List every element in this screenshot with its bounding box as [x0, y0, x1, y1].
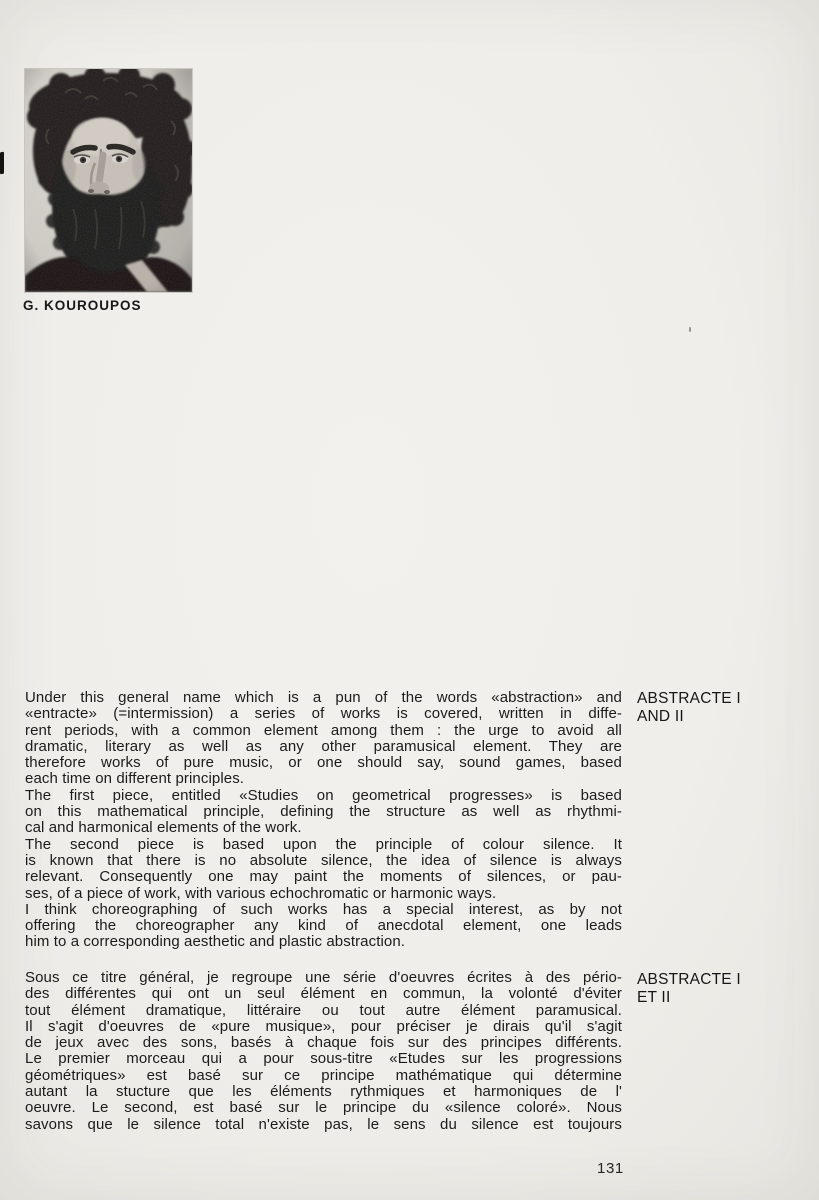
text-line: tout élément dramatique, littéraire ou tout autre élément paramusical.	[25, 1002, 622, 1019]
text-line: therefore works of pure music, or one should say, sound games, based	[25, 755, 622, 772]
text-line: savons que le silence total n'existe pas, le sens du silence est toujours	[25, 1116, 622, 1133]
scan-speck-mark	[689, 327, 691, 332]
photo-caption: G. KOUROUPOS	[23, 298, 142, 313]
french-text-block	[25, 970, 622, 1133]
text-line: offering the choreographer any kind of anecdotal element, one leads	[25, 918, 622, 935]
text-line: géométriques» est basé sur ce principe mathématique qui détermine	[25, 1067, 622, 1084]
english-text-block	[25, 690, 622, 951]
text-line: The second piece is based upon the principle of colour silence. It	[25, 836, 622, 853]
text-line: The first piece, entitled «Studies on geometrical progresses» is based	[25, 787, 622, 804]
margin-heading-line: ET II	[637, 989, 671, 1006]
portrait-illustration	[25, 69, 192, 292]
text-line: Under this general name which is a pun of the words «abstraction» and	[25, 690, 622, 706]
text-line: Le premier morceau qui a pour sous-titre «Etudes sur les progressions	[25, 1051, 622, 1068]
text-line: «entracte» (=intermission) a series of works is covered, written in diffe-	[25, 706, 622, 723]
text-line: dramatic, literary as well as any other paramusical element. They are	[25, 738, 622, 755]
text-line: on this mathematical principle, defining the structure as well as rhythmi-	[25, 804, 622, 821]
text-line: cal and harmonical elements of the work.	[25, 820, 302, 837]
margin-heading-english	[637, 690, 807, 726]
text-line: Sous ce titre général, je regroupe une série d'oeuvres écrites à des pério-	[25, 970, 622, 986]
text-line: is known that there is no absolute silence, the idea of silence is always	[25, 852, 622, 869]
scan-artifact-mark	[0, 152, 4, 174]
text-line: rent periods, with a common element among them : the urge to avoid all	[25, 722, 622, 739]
text-line: des différentes qui ont un seul élément en commun, la volonté d'éviter	[25, 986, 622, 1003]
margin-heading-line: ABSTRACTE I	[637, 690, 741, 707]
text-line: Il s'agit d'oeuvres de «pure musique», pour préciser je dirais qu'il s'agit	[25, 1018, 622, 1035]
margin-heading-french	[637, 971, 807, 1007]
text-line: I think choreographing of such works has a special interest, as by not	[25, 901, 622, 918]
text-line: him to a corresponding aesthetic and plastic abstraction.	[25, 934, 406, 951]
margin-heading-line: AND II	[637, 708, 684, 725]
text-line: autant la stucture que les éléments rythmiques et harmoniques de l'	[25, 1084, 622, 1101]
portrait-photo	[25, 69, 192, 292]
text-line: oeuvre. Le second, est basé sur le principe du «silence coloré». Nous	[25, 1100, 622, 1117]
text-line: each time on different principles.	[25, 771, 245, 788]
text-line: ses, of a piece of work, with various echochromatic or harmonic ways.	[25, 885, 497, 902]
margin-heading-line: ABSTRACTE I	[637, 971, 741, 988]
text-line: relevant. Consequently one may paint the moments of silences, or pau-	[25, 869, 622, 886]
text-line: de jeux avec des sons, basés à chaque fois sur des principes différents.	[25, 1035, 622, 1052]
page-number: 131	[597, 1160, 624, 1177]
